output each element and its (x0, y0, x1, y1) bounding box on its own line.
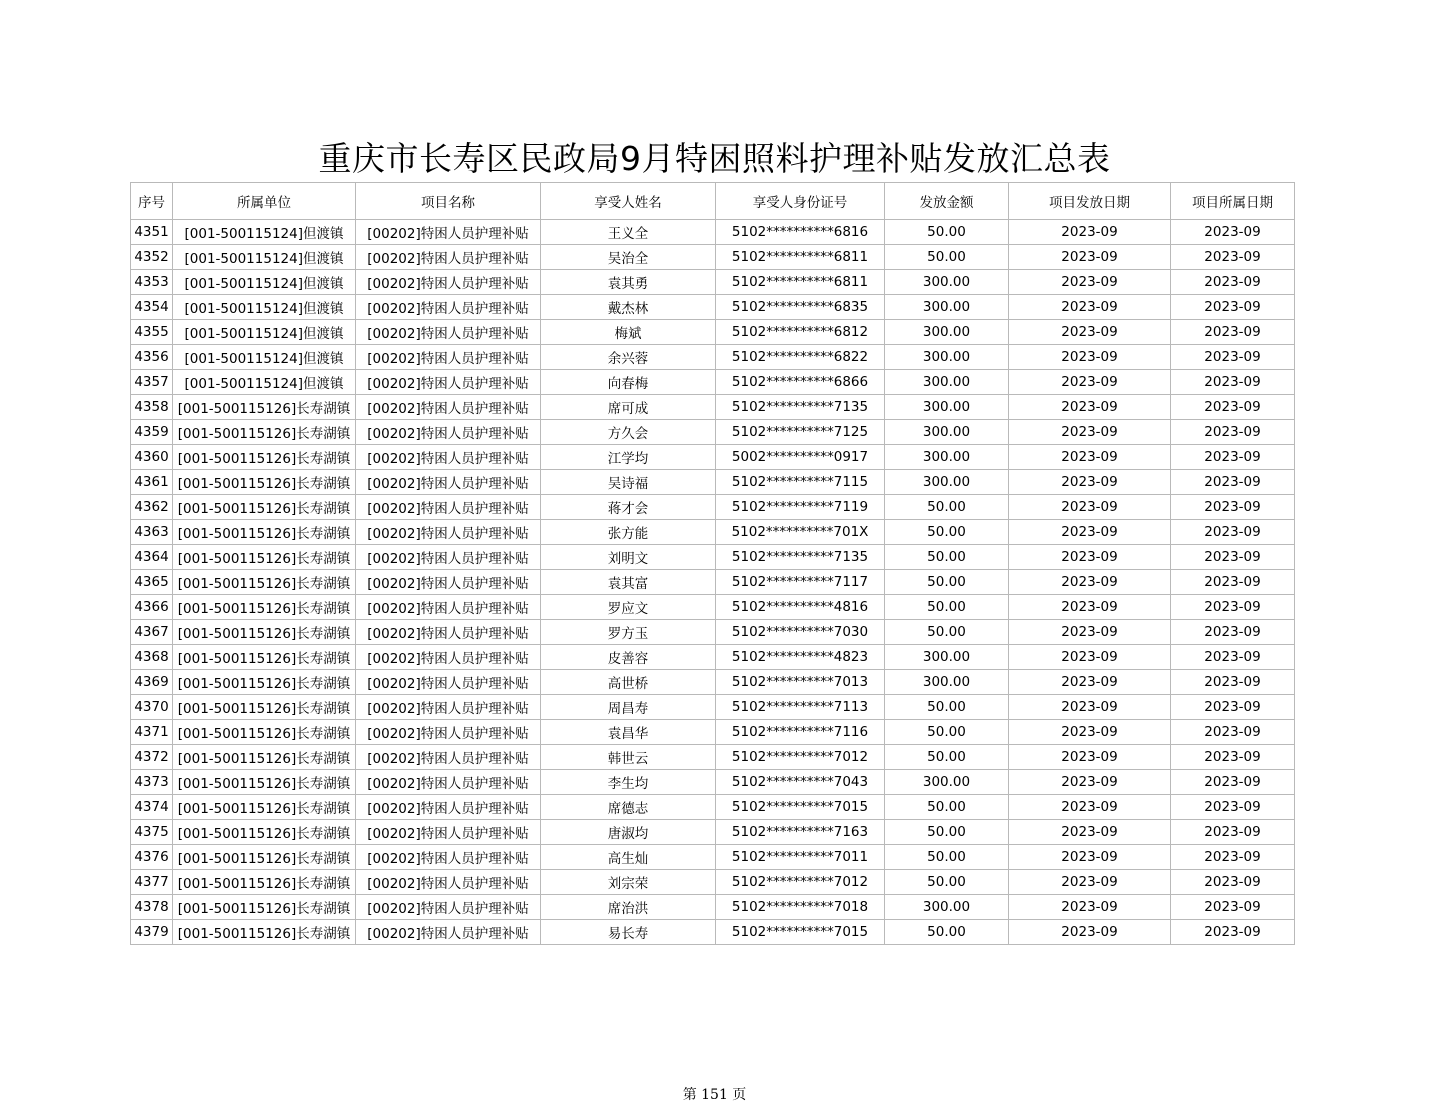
project-cell: [00202]特困人员护理补贴 (356, 445, 541, 470)
period-cell: 2023-09 (1171, 845, 1295, 870)
row-number: 4357 (131, 370, 173, 395)
row-number: 4351 (131, 220, 173, 245)
name-cell: 方久会 (541, 420, 716, 445)
issue-date-cell: 2023-09 (1009, 595, 1171, 620)
name-cell: 席德志 (541, 795, 716, 820)
row-number: 4367 (131, 620, 173, 645)
column-header: 项目名称 (356, 183, 541, 220)
name-cell: 戴杰林 (541, 295, 716, 320)
name-cell: 袁其富 (541, 570, 716, 595)
period-cell: 2023-09 (1171, 320, 1295, 345)
project-cell: [00202]特困人员护理补贴 (356, 745, 541, 770)
issue-date-cell: 2023-09 (1009, 545, 1171, 570)
id-cell: 5102**********6811 (716, 245, 885, 270)
row-number: 4371 (131, 720, 173, 745)
amount-cell: 300.00 (885, 420, 1009, 445)
unit-cell: [001-500115126]长寿湖镇 (173, 645, 356, 670)
column-header: 享受人姓名 (541, 183, 716, 220)
column-header: 所属单位 (173, 183, 356, 220)
id-cell: 5102**********7135 (716, 395, 885, 420)
project-cell: [00202]特困人员护理补贴 (356, 920, 541, 945)
issue-date-cell: 2023-09 (1009, 220, 1171, 245)
table-row (131, 520, 1295, 545)
project-cell: [00202]特困人员护理补贴 (356, 620, 541, 645)
table-row (131, 795, 1295, 820)
issue-date-cell: 2023-09 (1009, 670, 1171, 695)
name-cell: 易长寿 (541, 920, 716, 945)
table-body (131, 220, 1295, 945)
period-cell: 2023-09 (1171, 445, 1295, 470)
table-row (131, 720, 1295, 745)
name-cell: 席可成 (541, 395, 716, 420)
unit-cell: [001-500115126]长寿湖镇 (173, 770, 356, 795)
unit-cell: [001-500115126]长寿湖镇 (173, 570, 356, 595)
project-cell: [00202]特困人员护理补贴 (356, 420, 541, 445)
table-row (131, 745, 1295, 770)
table-row (131, 845, 1295, 870)
amount-cell: 300.00 (885, 895, 1009, 920)
period-cell: 2023-09 (1171, 345, 1295, 370)
table-row (131, 770, 1295, 795)
table-row (131, 395, 1295, 420)
amount-cell: 50.00 (885, 495, 1009, 520)
unit-cell: [001-500115124]但渡镇 (173, 320, 356, 345)
unit-cell: [001-500115126]长寿湖镇 (173, 470, 356, 495)
id-cell: 5102**********7012 (716, 870, 885, 895)
amount-cell: 50.00 (885, 245, 1009, 270)
project-cell: [00202]特困人员护理补贴 (356, 370, 541, 395)
project-cell: [00202]特困人员护理补贴 (356, 595, 541, 620)
issue-date-cell: 2023-09 (1009, 720, 1171, 745)
project-cell: [00202]特困人员护理补贴 (356, 820, 541, 845)
row-number: 4360 (131, 445, 173, 470)
project-cell: [00202]特困人员护理补贴 (356, 795, 541, 820)
issue-date-cell: 2023-09 (1009, 245, 1171, 270)
page-number: 第 151 页 (682, 1087, 747, 1103)
id-cell: 5102**********6822 (716, 345, 885, 370)
id-cell: 5102**********701X (716, 520, 885, 545)
amount-cell: 300.00 (885, 270, 1009, 295)
name-cell: 刘宗荣 (541, 870, 716, 895)
amount-cell: 50.00 (885, 720, 1009, 745)
unit-cell: [001-500115126]长寿湖镇 (173, 595, 356, 620)
unit-cell: [001-500115126]长寿湖镇 (173, 420, 356, 445)
amount-cell: 50.00 (885, 595, 1009, 620)
period-cell: 2023-09 (1171, 795, 1295, 820)
unit-cell: [001-500115126]长寿湖镇 (173, 520, 356, 545)
issue-date-cell: 2023-09 (1009, 520, 1171, 545)
id-cell: 5102**********7115 (716, 470, 885, 495)
period-cell: 2023-09 (1171, 670, 1295, 695)
id-cell: 5102**********7113 (716, 695, 885, 720)
unit-cell: [001-500115126]长寿湖镇 (173, 895, 356, 920)
project-cell: [00202]特困人员护理补贴 (356, 345, 541, 370)
project-cell: [00202]特困人员护理补贴 (356, 245, 541, 270)
name-cell: 吴治全 (541, 245, 716, 270)
amount-cell: 50.00 (885, 920, 1009, 945)
unit-cell: [001-500115126]长寿湖镇 (173, 795, 356, 820)
id-cell: 5102**********7011 (716, 845, 885, 870)
unit-cell: [001-500115124]但渡镇 (173, 270, 356, 295)
table-row (131, 895, 1295, 920)
table-row (131, 345, 1295, 370)
table-row (131, 470, 1295, 495)
column-header: 序号 (131, 183, 173, 220)
project-cell: [00202]特困人员护理补贴 (356, 720, 541, 745)
table-row (131, 370, 1295, 395)
row-number: 4361 (131, 470, 173, 495)
row-number: 4372 (131, 745, 173, 770)
period-cell: 2023-09 (1171, 420, 1295, 445)
project-cell: [00202]特困人员护理补贴 (356, 645, 541, 670)
unit-cell: [001-500115126]长寿湖镇 (173, 870, 356, 895)
row-number: 4358 (131, 395, 173, 420)
row-number: 4379 (131, 920, 173, 945)
issue-date-cell: 2023-09 (1009, 645, 1171, 670)
id-cell: 5102**********4816 (716, 595, 885, 620)
project-cell: [00202]特困人员护理补贴 (356, 870, 541, 895)
issue-date-cell: 2023-09 (1009, 920, 1171, 945)
row-number: 4352 (131, 245, 173, 270)
project-cell: [00202]特困人员护理补贴 (356, 695, 541, 720)
unit-cell: [001-500115126]长寿湖镇 (173, 620, 356, 645)
table-row (131, 220, 1295, 245)
period-cell: 2023-09 (1171, 370, 1295, 395)
name-cell: 余兴蓉 (541, 345, 716, 370)
name-cell: 高世桥 (541, 670, 716, 695)
period-cell: 2023-09 (1171, 695, 1295, 720)
row-number: 4354 (131, 295, 173, 320)
row-number: 4364 (131, 545, 173, 570)
unit-cell: [001-500115126]长寿湖镇 (173, 670, 356, 695)
issue-date-cell: 2023-09 (1009, 620, 1171, 645)
id-cell: 5002**********0917 (716, 445, 885, 470)
unit-cell: [001-500115126]长寿湖镇 (173, 395, 356, 420)
unit-cell: [001-500115124]但渡镇 (173, 220, 356, 245)
id-cell: 5102**********4823 (716, 645, 885, 670)
issue-date-cell: 2023-09 (1009, 745, 1171, 770)
table-row (131, 570, 1295, 595)
table-row (131, 295, 1295, 320)
name-cell: 皮善容 (541, 645, 716, 670)
amount-cell: 50.00 (885, 745, 1009, 770)
amount-cell: 300.00 (885, 670, 1009, 695)
amount-cell: 50.00 (885, 870, 1009, 895)
name-cell: 王义全 (541, 220, 716, 245)
issue-date-cell: 2023-09 (1009, 270, 1171, 295)
id-cell: 5102**********7015 (716, 920, 885, 945)
row-number: 4355 (131, 320, 173, 345)
issue-date-cell: 2023-09 (1009, 870, 1171, 895)
amount-cell: 300.00 (885, 345, 1009, 370)
issue-date-cell: 2023-09 (1009, 345, 1171, 370)
name-cell: 韩世云 (541, 745, 716, 770)
id-cell: 5102**********6866 (716, 370, 885, 395)
amount-cell: 300.00 (885, 770, 1009, 795)
table-row (131, 320, 1295, 345)
amount-cell: 50.00 (885, 820, 1009, 845)
amount-cell: 300.00 (885, 320, 1009, 345)
row-number: 4362 (131, 495, 173, 520)
table-row (131, 645, 1295, 670)
issue-date-cell: 2023-09 (1009, 820, 1171, 845)
id-cell: 5102**********7013 (716, 670, 885, 695)
table-row (131, 595, 1295, 620)
project-cell: [00202]特困人员护理补贴 (356, 495, 541, 520)
page-title: 重庆市长寿区民政局9月特困照料护理补贴发放汇总表 (318, 139, 1111, 178)
table-row (131, 545, 1295, 570)
issue-date-cell: 2023-09 (1009, 445, 1171, 470)
row-number: 4370 (131, 695, 173, 720)
id-cell: 5102**********6812 (716, 320, 885, 345)
period-cell: 2023-09 (1171, 470, 1295, 495)
table-row (131, 670, 1295, 695)
id-cell: 5102**********7012 (716, 745, 885, 770)
amount-cell: 50.00 (885, 845, 1009, 870)
subsidy-table (130, 182, 1295, 945)
issue-date-cell: 2023-09 (1009, 470, 1171, 495)
name-cell: 李生均 (541, 770, 716, 795)
column-header: 享受人身份证号 (716, 183, 885, 220)
id-cell: 5102**********7135 (716, 545, 885, 570)
unit-cell: [001-500115124]但渡镇 (173, 245, 356, 270)
project-cell: [00202]特困人员护理补贴 (356, 545, 541, 570)
issue-date-cell: 2023-09 (1009, 370, 1171, 395)
amount-cell: 300.00 (885, 445, 1009, 470)
period-cell: 2023-09 (1171, 720, 1295, 745)
period-cell: 2023-09 (1171, 595, 1295, 620)
name-cell: 席治洪 (541, 895, 716, 920)
period-cell: 2023-09 (1171, 770, 1295, 795)
name-cell: 梅斌 (541, 320, 716, 345)
project-cell: [00202]特困人员护理补贴 (356, 395, 541, 420)
name-cell: 周昌寿 (541, 695, 716, 720)
name-cell: 袁昌华 (541, 720, 716, 745)
unit-cell: [001-500115126]长寿湖镇 (173, 445, 356, 470)
period-cell: 2023-09 (1171, 620, 1295, 645)
unit-cell: [001-500115126]长寿湖镇 (173, 820, 356, 845)
table-row (131, 695, 1295, 720)
name-cell: 向春梅 (541, 370, 716, 395)
table-row (131, 820, 1295, 845)
amount-cell: 300.00 (885, 395, 1009, 420)
table-row (131, 420, 1295, 445)
amount-cell: 50.00 (885, 570, 1009, 595)
period-cell: 2023-09 (1171, 270, 1295, 295)
amount-cell: 50.00 (885, 220, 1009, 245)
name-cell: 高生灿 (541, 845, 716, 870)
period-cell: 2023-09 (1171, 645, 1295, 670)
amount-cell: 300.00 (885, 470, 1009, 495)
row-number: 4363 (131, 520, 173, 545)
amount-cell: 300.00 (885, 295, 1009, 320)
row-number: 4374 (131, 795, 173, 820)
column-header: 项目所属日期 (1171, 183, 1295, 220)
project-cell: [00202]特困人员护理补贴 (356, 770, 541, 795)
amount-cell: 50.00 (885, 620, 1009, 645)
row-number: 4377 (131, 870, 173, 895)
unit-cell: [001-500115124]但渡镇 (173, 370, 356, 395)
table-row (131, 495, 1295, 520)
row-number: 4366 (131, 595, 173, 620)
project-cell: [00202]特困人员护理补贴 (356, 295, 541, 320)
row-number: 4376 (131, 845, 173, 870)
period-cell: 2023-09 (1171, 220, 1295, 245)
period-cell: 2023-09 (1171, 245, 1295, 270)
name-cell: 刘明文 (541, 545, 716, 570)
period-cell: 2023-09 (1171, 545, 1295, 570)
row-number: 4369 (131, 670, 173, 695)
row-number: 4368 (131, 645, 173, 670)
issue-date-cell: 2023-09 (1009, 295, 1171, 320)
amount-cell: 50.00 (885, 545, 1009, 570)
project-cell: [00202]特困人员护理补贴 (356, 270, 541, 295)
id-cell: 5102**********7125 (716, 420, 885, 445)
id-cell: 5102**********7117 (716, 570, 885, 595)
project-cell: [00202]特困人员护理补贴 (356, 520, 541, 545)
id-cell: 5102**********7018 (716, 895, 885, 920)
project-cell: [00202]特困人员护理补贴 (356, 670, 541, 695)
project-cell: [00202]特困人员护理补贴 (356, 845, 541, 870)
table-row (131, 245, 1295, 270)
amount-cell: 300.00 (885, 645, 1009, 670)
issue-date-cell: 2023-09 (1009, 420, 1171, 445)
issue-date-cell: 2023-09 (1009, 795, 1171, 820)
unit-cell: [001-500115124]但渡镇 (173, 295, 356, 320)
issue-date-cell: 2023-09 (1009, 845, 1171, 870)
project-cell: [00202]特困人员护理补贴 (356, 570, 541, 595)
project-cell: [00202]特困人员护理补贴 (356, 320, 541, 345)
name-cell: 蒋才会 (541, 495, 716, 520)
table-row (131, 620, 1295, 645)
name-cell: 吴诗福 (541, 470, 716, 495)
amount-cell: 50.00 (885, 795, 1009, 820)
issue-date-cell: 2023-09 (1009, 695, 1171, 720)
column-header: 项目发放日期 (1009, 183, 1171, 220)
unit-cell: [001-500115126]长寿湖镇 (173, 545, 356, 570)
table-row (131, 870, 1295, 895)
issue-date-cell: 2023-09 (1009, 320, 1171, 345)
name-cell: 袁其勇 (541, 270, 716, 295)
issue-date-cell: 2023-09 (1009, 895, 1171, 920)
period-cell: 2023-09 (1171, 520, 1295, 545)
id-cell: 5102**********7030 (716, 620, 885, 645)
table-row (131, 270, 1295, 295)
period-cell: 2023-09 (1171, 295, 1295, 320)
period-cell: 2023-09 (1171, 870, 1295, 895)
row-number: 4378 (131, 895, 173, 920)
period-cell: 2023-09 (1171, 570, 1295, 595)
period-cell: 2023-09 (1171, 395, 1295, 420)
name-cell: 罗应文 (541, 595, 716, 620)
amount-cell: 300.00 (885, 370, 1009, 395)
period-cell: 2023-09 (1171, 920, 1295, 945)
id-cell: 5102**********7163 (716, 820, 885, 845)
issue-date-cell: 2023-09 (1009, 495, 1171, 520)
unit-cell: [001-500115126]长寿湖镇 (173, 745, 356, 770)
row-number: 4365 (131, 570, 173, 595)
unit-cell: [001-500115126]长寿湖镇 (173, 720, 356, 745)
id-cell: 5102**********6816 (716, 220, 885, 245)
row-number: 4375 (131, 820, 173, 845)
project-cell: [00202]特困人员护理补贴 (356, 220, 541, 245)
unit-cell: [001-500115126]长寿湖镇 (173, 695, 356, 720)
period-cell: 2023-09 (1171, 495, 1295, 520)
column-header: 发放金额 (885, 183, 1009, 220)
name-cell: 罗方玉 (541, 620, 716, 645)
unit-cell: [001-500115126]长寿湖镇 (173, 920, 356, 945)
row-number: 4373 (131, 770, 173, 795)
id-cell: 5102**********7119 (716, 495, 885, 520)
table-row (131, 920, 1295, 945)
period-cell: 2023-09 (1171, 745, 1295, 770)
row-number: 4353 (131, 270, 173, 295)
amount-cell: 50.00 (885, 695, 1009, 720)
unit-cell: [001-500115126]长寿湖镇 (173, 495, 356, 520)
row-number: 4359 (131, 420, 173, 445)
id-cell: 5102**********6835 (716, 295, 885, 320)
issue-date-cell: 2023-09 (1009, 770, 1171, 795)
issue-date-cell: 2023-09 (1009, 570, 1171, 595)
name-cell: 江学均 (541, 445, 716, 470)
unit-cell: [001-500115126]长寿湖镇 (173, 845, 356, 870)
name-cell: 张方能 (541, 520, 716, 545)
row-number: 4356 (131, 345, 173, 370)
name-cell: 唐淑均 (541, 820, 716, 845)
id-cell: 5102**********7015 (716, 795, 885, 820)
unit-cell: [001-500115124]但渡镇 (173, 345, 356, 370)
table-row (131, 445, 1295, 470)
amount-cell: 50.00 (885, 520, 1009, 545)
project-cell: [00202]特困人员护理补贴 (356, 470, 541, 495)
project-cell: [00202]特困人员护理补贴 (356, 895, 541, 920)
issue-date-cell: 2023-09 (1009, 395, 1171, 420)
period-cell: 2023-09 (1171, 895, 1295, 920)
id-cell: 5102**********6811 (716, 270, 885, 295)
id-cell: 5102**********7116 (716, 720, 885, 745)
table-header-row (131, 183, 1295, 220)
period-cell: 2023-09 (1171, 820, 1295, 845)
id-cell: 5102**********7043 (716, 770, 885, 795)
